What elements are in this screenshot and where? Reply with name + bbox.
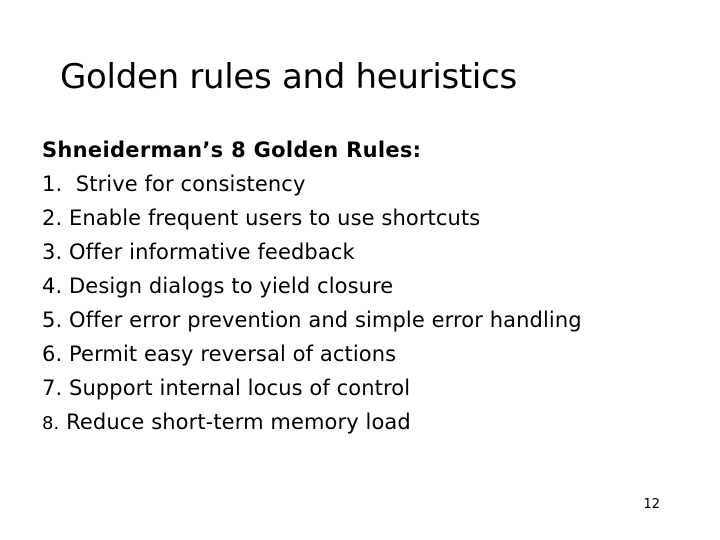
list-item [42, 235, 582, 269]
list-item [42, 303, 582, 337]
rule-text: Reduce short-term memory load [66, 410, 411, 434]
rule-number: 1. [42, 172, 63, 196]
slide-body [42, 133, 582, 439]
rule-number: 4. [42, 274, 63, 298]
rule-number: 3. [42, 240, 63, 264]
rule-text: Offer informative feedback [69, 240, 355, 264]
list-item [42, 167, 582, 201]
list-item [42, 269, 582, 303]
rules-heading: Shneiderman’s 8 Golden Rules: [42, 138, 422, 162]
list-item [42, 371, 582, 405]
slide-title: Golden rules and heuristics [60, 57, 517, 97]
page-number: 12 [643, 497, 660, 512]
rule-text: Enable frequent users to use shortcuts [69, 206, 481, 230]
rule-text: Offer error prevention and simple error handling [69, 308, 582, 332]
golden-rules-list [42, 167, 582, 439]
list-item [42, 201, 582, 235]
rule-text: Design dialogs to yield closure [69, 274, 394, 298]
rule-text: Permit easy reversal of actions [69, 342, 397, 366]
rule-number: 2. [42, 206, 63, 230]
rule-number: 6. [42, 342, 63, 366]
rule-number: 8. [42, 413, 60, 434]
rule-number: 5. [42, 308, 63, 332]
list-item [42, 405, 582, 439]
list-item [42, 337, 582, 371]
rule-number: 7. [42, 376, 63, 400]
rule-text: Strive for consistency [69, 172, 306, 196]
rule-text: Support internal locus of control [69, 376, 411, 400]
